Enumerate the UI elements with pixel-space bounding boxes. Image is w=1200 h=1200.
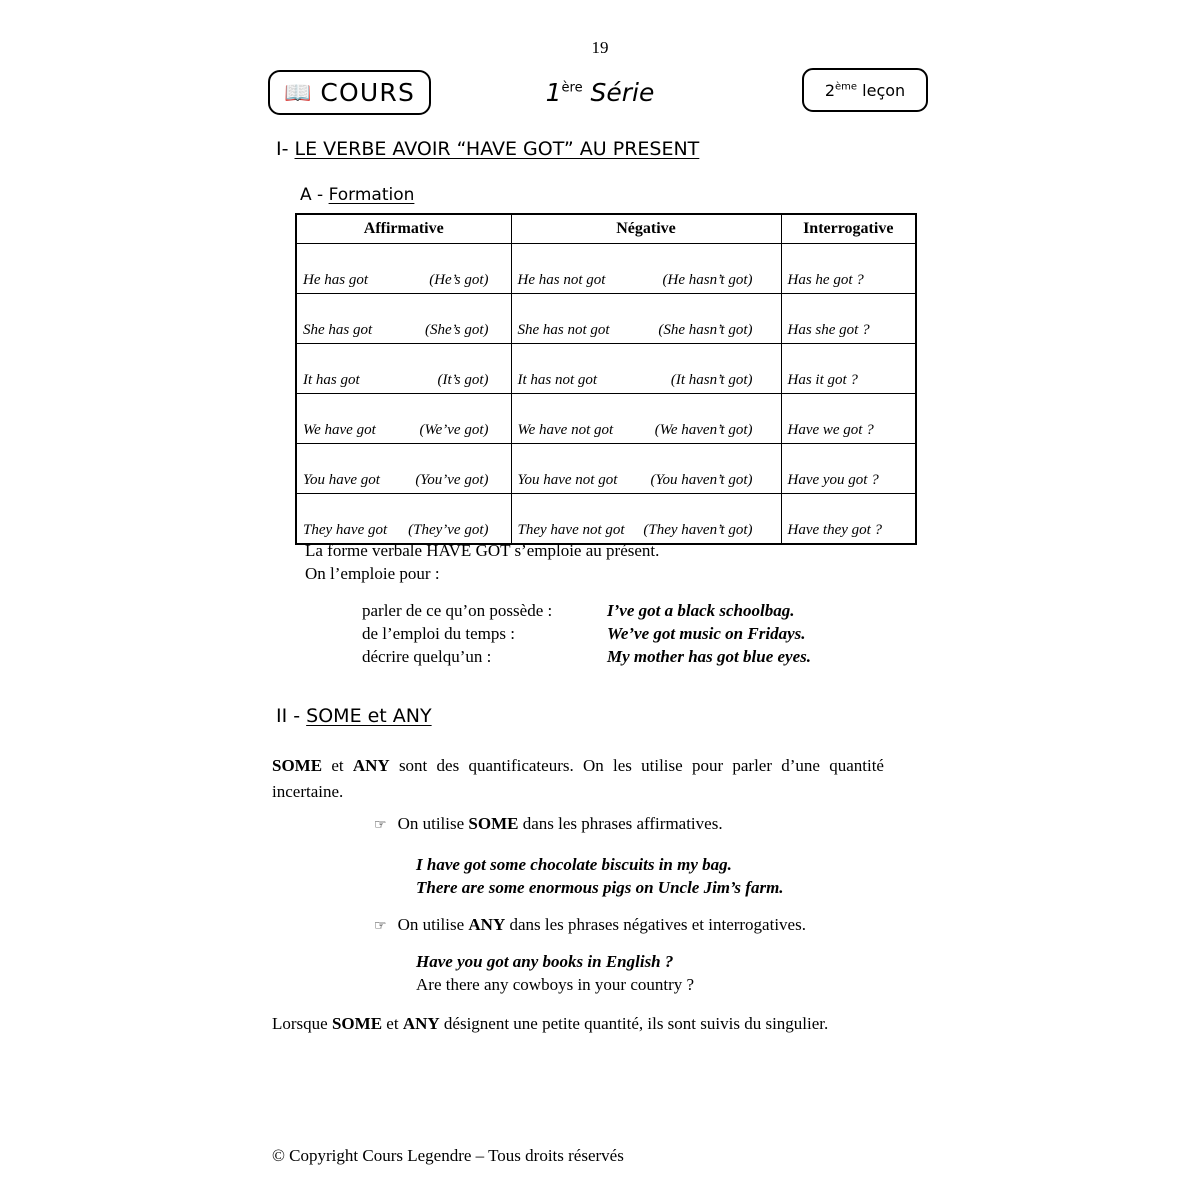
negative-main: She has not got <box>517 322 610 338</box>
negative-short: (You haven’t got) <box>650 472 753 488</box>
table-row <box>296 344 916 394</box>
section-one-number: I- <box>276 138 289 160</box>
table-row <box>296 494 916 545</box>
cell-affirmative <box>296 344 511 394</box>
cell-affirmative <box>296 394 511 444</box>
intro-line-one: La forme verbale HAVE GOT s’emploie au présent. <box>305 541 660 560</box>
closing-mid: et <box>382 1014 403 1033</box>
cell-negative <box>511 344 781 394</box>
keyword-some: SOME <box>272 756 323 775</box>
cell-interrogative: Has she got ? <box>781 294 916 344</box>
usage-french: de l’emploi du temps : <box>362 624 515 643</box>
usage-row <box>362 624 811 647</box>
bullet-any-keyword: ANY <box>468 915 506 934</box>
cell-interrogative: Have you got ? <box>781 444 916 494</box>
negative-short: (She hasn’t got) <box>658 322 753 338</box>
keyword-any: ANY <box>352 756 390 775</box>
cell-negative <box>511 294 781 344</box>
cell-affirmative <box>296 294 511 344</box>
usage-list <box>362 601 811 670</box>
cell-interrogative: Have they got ? <box>781 494 916 545</box>
affirmative-short: (He’s got) <box>429 272 489 288</box>
negative-short: (They haven’t got) <box>643 522 753 538</box>
intro-mid: et <box>322 756 353 775</box>
intro-line-two: On l’emploie pour : <box>305 564 440 583</box>
pointing-hand-icon: ☞ <box>374 817 387 833</box>
closing-paragraph <box>272 1011 902 1037</box>
affirmative-main: He has got <box>303 272 368 288</box>
affirmative-main: You have got <box>303 472 380 488</box>
usage-example: My mother has got blue eyes. <box>607 647 811 666</box>
lecon-badge-label <box>825 81 905 100</box>
closing-keyword-some: SOME <box>331 1014 383 1033</box>
table-row <box>296 394 916 444</box>
lecon-word: leçon <box>862 80 906 100</box>
affirmative-main: They have got <box>303 522 388 538</box>
column-header-interrogative: Interrogative <box>781 214 916 244</box>
section-two-number: II - <box>276 705 301 727</box>
affirmative-short: (They’ve got) <box>408 522 489 538</box>
cell-negative <box>511 394 781 444</box>
affirmative-short: (She’s got) <box>425 322 489 338</box>
example-sentence: There are some enormous pigs on Uncle Jim’s farm. <box>416 878 784 897</box>
closing-pre: Lorsque <box>272 1014 332 1033</box>
bullet-any-text <box>398 915 806 935</box>
negative-main: They have not got <box>517 522 625 538</box>
closing-post: désignent une petite quantité, ils sont suivis du singulier. <box>439 1014 829 1033</box>
serie-ordinal: ère <box>561 80 583 96</box>
example-sentence: Have you got any books in English ? <box>416 952 674 971</box>
negative-short: (It hasn’t got) <box>670 372 753 388</box>
affirmative-main: We have got <box>303 422 376 438</box>
lecon-badge <box>802 68 928 112</box>
bullet-any <box>374 915 806 935</box>
affirmative-short: (It’s got) <box>437 372 489 388</box>
usage-example: I’ve got a black schoolbag. <box>607 601 795 620</box>
table-row <box>296 294 916 344</box>
usage-row <box>362 647 811 670</box>
cell-negative <box>511 244 781 294</box>
negative-main: You have not got <box>517 472 618 488</box>
table-row <box>296 444 916 494</box>
negative-main: We have not got <box>517 422 614 438</box>
bullet-any-pre: On utilise <box>397 915 469 934</box>
subsection-heading-a <box>300 185 414 205</box>
some-any-intro-paragraph <box>272 753 884 806</box>
conjugation-table <box>295 213 917 545</box>
negative-main: It has not got <box>517 372 598 388</box>
usage-french: décrire quelqu’un : <box>362 647 492 666</box>
bullet-some-text <box>398 814 723 834</box>
cell-affirmative <box>296 444 511 494</box>
bullet-some-post: dans les phrases affirmatives. <box>518 814 723 833</box>
bullet-any-post: dans les phrases négatives et interrogatives. <box>505 915 806 934</box>
subsection-a-number: A - <box>300 185 324 205</box>
negative-short: (He hasn’t got) <box>662 272 753 288</box>
column-header-negative: Négative <box>511 214 781 244</box>
subsection-a-title: Formation <box>328 185 415 205</box>
cell-interrogative: Has it got ? <box>781 344 916 394</box>
pointing-hand-icon: ☞ <box>374 918 387 934</box>
copyright-footer: © Copyright Cours Legendre – Tous droits réservés <box>272 1146 624 1165</box>
usage-example: We’ve got music on Fridays. <box>607 624 806 643</box>
section-heading-two <box>276 705 432 727</box>
open-book-icon: 📖 <box>283 80 312 106</box>
intro-rest: sont des quantificateurs. On les utilise pour parler d’une quantité incertaine. <box>272 756 884 802</box>
bullet-some-keyword: SOME <box>468 814 519 833</box>
cell-interrogative: Has he got ? <box>781 244 916 294</box>
serie-number: 1 <box>545 78 562 107</box>
affirmative-main: She has got <box>303 322 373 338</box>
section-one-title: LE VERBE AVOIR “HAVE GOT” AU PRESENT <box>294 138 700 160</box>
lecon-number: 2 <box>824 80 836 100</box>
section-two-title: SOME et ANY <box>306 705 432 727</box>
affirmative-main: It has got <box>303 372 360 388</box>
usage-french: parler de ce qu’on possède : <box>362 601 553 620</box>
usage-row <box>362 601 811 624</box>
serie-label: Série <box>590 78 655 107</box>
negative-short: (We haven’t got) <box>654 422 753 438</box>
bullet-some <box>374 814 723 834</box>
examples-any <box>416 952 694 998</box>
cell-affirmative <box>296 244 511 294</box>
lecon-ordinal: ème <box>835 81 858 93</box>
cell-negative <box>511 444 781 494</box>
examples-some <box>416 855 784 901</box>
example-sentence: I have got some chocolate biscuits in my bag. <box>416 855 732 874</box>
serie-title <box>0 78 1200 107</box>
page-number: 19 <box>591 38 609 57</box>
cell-negative <box>511 494 781 545</box>
column-header-affirmative: Affirmative <box>296 214 511 244</box>
table-row <box>296 244 916 294</box>
example-sentence: Are there any cowboys in your country ? <box>416 975 695 994</box>
section-heading-one <box>276 138 699 160</box>
table-header-row <box>296 214 916 244</box>
cell-affirmative <box>296 494 511 545</box>
closing-keyword-any: ANY <box>402 1014 440 1033</box>
affirmative-short: (You’ve got) <box>415 472 489 488</box>
affirmative-short: (We’ve got) <box>419 422 489 438</box>
cell-interrogative: Have we got ? <box>781 394 916 444</box>
bullet-some-pre: On utilise <box>397 814 469 833</box>
cours-badge-label: COURS <box>320 78 416 107</box>
negative-main: He has not got <box>517 272 606 288</box>
